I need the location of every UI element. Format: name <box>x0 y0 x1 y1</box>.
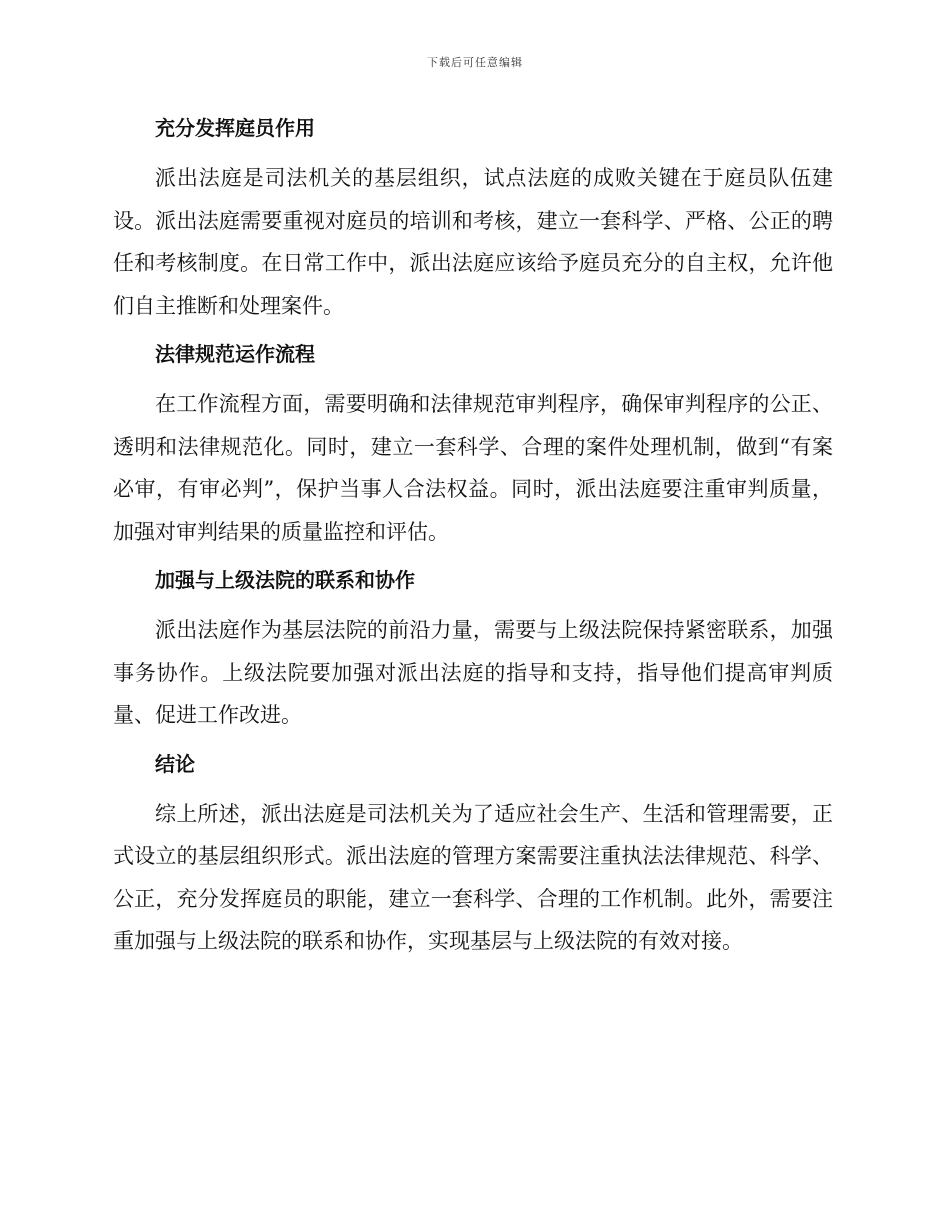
section-conclusion <box>113 749 833 963</box>
page-header-note: 下载后可任意编辑 <box>427 56 523 69</box>
section-heading: 加强与上级法院的联系和协作 <box>155 568 415 592</box>
section-heading: 充分发挥庭员作用 <box>155 116 315 140</box>
section-paragraph: 综上所述，派出法庭是司法机关为了适应社会生产、生活和管理需要，正式设立的基层组织形式。派出法庭的管理方案需要注重执法法律规范、科学、公正，充分发挥庭员的职能，建立一套科学、合理的工作机制。此外，需要注重加强与上级法院的联系和协作，实现基层与上级法院的有效对接。 <box>113 801 833 953</box>
section-heading: 法律规范运作流程 <box>155 342 315 366</box>
section-higher-court-cooperation <box>113 565 833 737</box>
document-body <box>113 113 833 975</box>
section-paragraph: 派出法庭是司法机关的基层组织，试点法庭的成败关键在于庭员队伍建设。派出法庭需要重视对庭员的培训和考核，建立一套科学、严格、公正的聘任和考核制度。在日常工作中，派出法庭应该给予庭员充分的自主权，允许他们自主推断和处理案件。 <box>113 166 833 318</box>
section-staff-role <box>113 113 833 327</box>
section-legal-process <box>113 339 833 553</box>
section-paragraph: 在工作流程方面，需要明确和法律规范审判程序，确保审判程序的公正、透明和法律规范化。同时，建立一套科学、合理的案件处理机制，做到“有案必审，有审必判”，保护当事人合法权益。同时，派出法庭要注重审判质量，加强对审判结果的质量监控和评估。 <box>113 392 833 544</box>
section-paragraph: 派出法庭作为基层法院的前沿力量，需要与上级法院保持紧密联系，加强事务协作。上级法院要加强对派出法庭的指导和支持，指导他们提高审判质量、促进工作改进。 <box>113 618 833 727</box>
section-heading: 结论 <box>155 751 195 776</box>
